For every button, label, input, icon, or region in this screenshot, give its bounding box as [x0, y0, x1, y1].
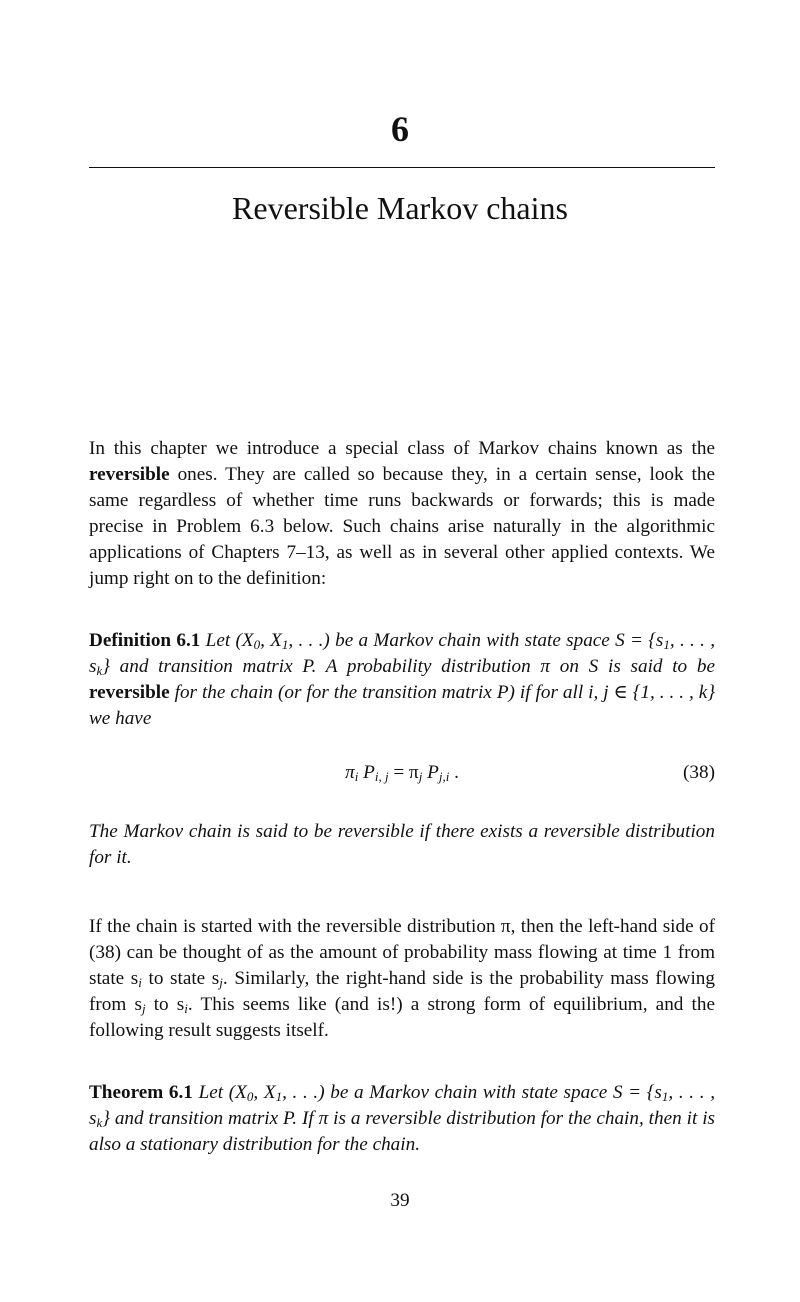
page-number: 39: [390, 1190, 410, 1211]
equation-38: [89, 759, 715, 787]
term-reversible-def: reversible: [89, 682, 170, 703]
equation-number: (38): [683, 762, 715, 783]
chapter-rule: [89, 167, 715, 168]
intro-paragraph: In this chapter we introduce a special class of Markov chains known as the reversible ones. They are called so because they, in a certain sense, look the same regardless of whether time runs backwards or forwards; this is made precise in Problem 6.3 below. Such chains arise naturally in the algorithmic applications of Chapters 7–13, as well as in several other applied contexts. We jump right on to the definition:: [89, 438, 715, 589]
chapter-number: 6: [391, 109, 409, 149]
definition-label: Definition 6.1: [89, 630, 201, 651]
definition-closing: The Markov chain is said to be reversible if there exists a reversible distribution for it.: [89, 821, 715, 868]
theorem-label: Theorem 6.1: [89, 1082, 193, 1103]
theorem-6-1: Theorem 6.1 Let ($X_0$, $X_1$, . . .) be a Markov chain with state space $S = \{s_1$, . . . , $s_k$} and transition matrix P. If π is a reversible distribution for the chain, then it is also a stationary distribution for the chain.: [89, 1082, 716, 1155]
chapter-title: Reversible Markov chains: [232, 190, 568, 226]
equation-formula: $\pi_i$ $P_{i, j} = \pi_j$ $P_{j,i}$ .: [345, 762, 459, 784]
definition-6-1: Definition 6.1 Let ($X_0$, $X_1$, . . .) be a Markov chain with state space $S = \{s_1$, . . . , $s_k$} and transition matrix P. A probability distribution π on S is said to be reversible for the chain (or for the transition matrix P) if for all i, j ∈ {1, . . . , k} we have: [89, 630, 715, 729]
term-reversible: reversible: [89, 464, 170, 485]
paragraph-equilibrium: If the chain is started with the reversible distribution π, then the left-hand side of (38) can be thought of as the amount of probability mass flowing at time 1 from state $s_i$ to state $s_j$. Similarly, the right-hand side is the probability mass flowing from $s_j$ to $s_i$. This seems like (and is!) a strong form of equilibrium, and the following result suggests itself.: [89, 916, 715, 1041]
